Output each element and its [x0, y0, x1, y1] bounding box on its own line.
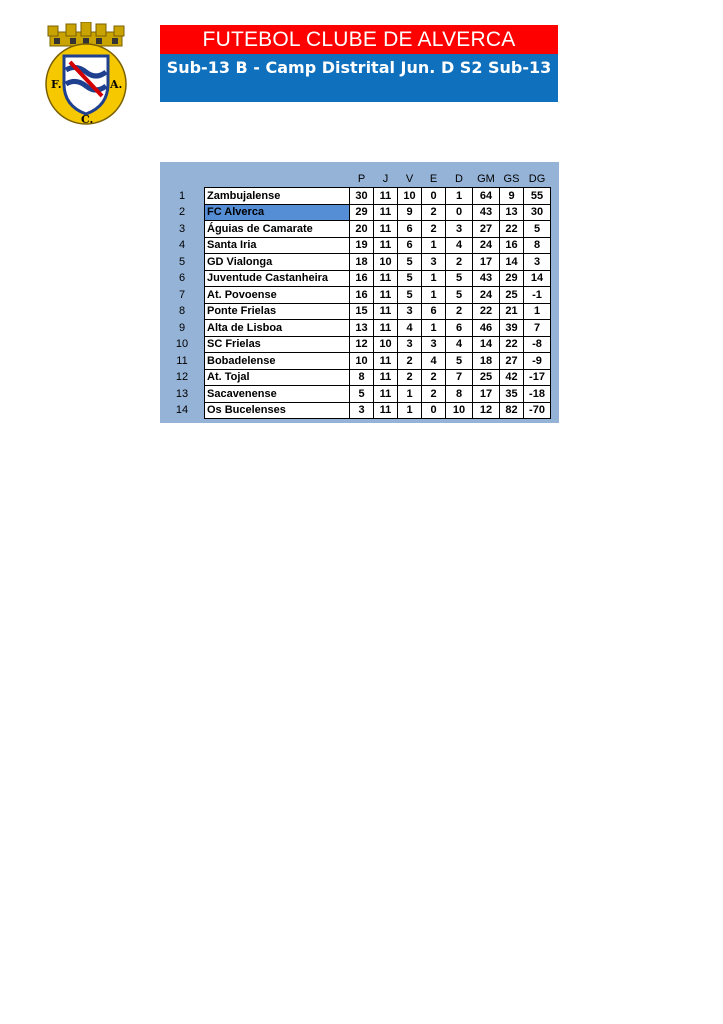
table-row: [160, 221, 551, 238]
stat-cell-gs: 39: [500, 320, 524, 337]
column-header-gs: GS: [503, 172, 520, 185]
stat-cell-e: 2: [422, 386, 446, 403]
position-cell: 6: [178, 272, 186, 285]
table-row: [160, 353, 551, 370]
position-cell: 12: [175, 371, 189, 384]
team-name-cell: Juventude Castanheira: [205, 270, 350, 287]
table-row: [160, 320, 551, 337]
stat-cell-v: 2: [398, 369, 422, 386]
position-header: [160, 170, 205, 188]
team-name-cell: Bobadelense: [205, 353, 350, 370]
stat-cell-p: 16: [350, 287, 374, 304]
stat-cell-j: 11: [374, 369, 398, 386]
stat-cell-v: 3: [398, 303, 422, 320]
stat-cell-p: 12: [350, 336, 374, 353]
stat-cell-gm: 43: [473, 204, 500, 221]
column-header-dg: DG: [528, 172, 546, 185]
team-name-cell: FC Alverca: [205, 204, 350, 221]
team-name-cell: At. Tojal: [205, 369, 350, 386]
stat-cell-j: 11: [374, 353, 398, 370]
position-cell: 10: [175, 338, 189, 351]
stat-cell-p: 29: [350, 204, 374, 221]
team-name-cell: Sacavenense: [205, 386, 350, 403]
table-row: [160, 402, 551, 419]
stat-cell-p: 15: [350, 303, 374, 320]
stat-cell-p: 8: [350, 369, 374, 386]
stat-cell-j: 10: [374, 336, 398, 353]
table-header-row: [160, 170, 551, 188]
stat-cell-dg: -8: [524, 336, 551, 353]
stat-cell-d: 10: [446, 402, 473, 419]
stat-cell-j: 10: [374, 254, 398, 271]
svg-text:C.: C.: [81, 113, 94, 126]
team-name-cell: Santa Iria: [205, 237, 350, 254]
stat-cell-dg: 3: [524, 254, 551, 271]
column-header-j: J: [382, 172, 389, 185]
stat-cell-v: 9: [398, 204, 422, 221]
team-name-cell: SC Frielas: [205, 336, 350, 353]
stat-cell-e: 6: [422, 303, 446, 320]
position-cell: 9: [178, 321, 186, 334]
stat-cell-d: 6: [446, 320, 473, 337]
stat-cell-dg: 7: [524, 320, 551, 337]
stat-cell-gs: 13: [500, 204, 524, 221]
team-name-cell: Ponte Frielas: [205, 303, 350, 320]
stat-cell-j: 11: [374, 270, 398, 287]
table-row: [160, 386, 551, 403]
column-header-v: V: [405, 172, 414, 185]
team-header: [205, 170, 350, 188]
stat-cell-e: 4: [422, 353, 446, 370]
stat-cell-v: 5: [398, 254, 422, 271]
stat-cell-dg: 1: [524, 303, 551, 320]
position-cell: 14: [175, 404, 189, 417]
stat-cell-gm: 18: [473, 353, 500, 370]
stat-cell-gs: 16: [500, 237, 524, 254]
table-row: [160, 204, 551, 221]
stat-cell-e: 1: [422, 287, 446, 304]
stat-cell-gs: 22: [500, 336, 524, 353]
stat-cell-e: 1: [422, 270, 446, 287]
stat-cell-gs: 29: [500, 270, 524, 287]
stat-cell-j: 11: [374, 221, 398, 238]
stat-cell-v: 2: [398, 353, 422, 370]
stat-cell-v: 5: [398, 287, 422, 304]
position-cell: 7: [178, 288, 186, 301]
stat-cell-gm: 12: [473, 402, 500, 419]
stat-cell-gs: 22: [500, 221, 524, 238]
stat-cell-j: 11: [374, 237, 398, 254]
position-cell: 1: [178, 189, 186, 202]
stat-cell-gs: 35: [500, 386, 524, 403]
stat-cell-e: 3: [422, 336, 446, 353]
stat-cell-gm: 27: [473, 221, 500, 238]
team-name-cell: At. Povoense: [205, 287, 350, 304]
stat-cell-j: 11: [374, 188, 398, 205]
competition-title: Sub-13 B - Camp Distrital Jun. D S2 Sub-13: [160, 54, 558, 102]
stat-cell-d: 4: [446, 336, 473, 353]
stat-cell-e: 2: [422, 204, 446, 221]
team-name-cell: Os Bucelenses: [205, 402, 350, 419]
stat-cell-p: 3: [350, 402, 374, 419]
stat-cell-p: 20: [350, 221, 374, 238]
stat-cell-gm: 64: [473, 188, 500, 205]
stat-cell-gs: 9: [500, 188, 524, 205]
stat-cell-p: 5: [350, 386, 374, 403]
position-cell: 4: [178, 239, 186, 252]
stat-cell-dg: 14: [524, 270, 551, 287]
stat-cell-d: 7: [446, 369, 473, 386]
stat-cell-p: 18: [350, 254, 374, 271]
stat-cell-gs: 25: [500, 287, 524, 304]
stat-cell-dg: 5: [524, 221, 551, 238]
stat-cell-d: 3: [446, 221, 473, 238]
standings-table-panel: [160, 162, 559, 423]
stat-cell-gm: 22: [473, 303, 500, 320]
position-cell: 8: [178, 305, 186, 318]
stat-cell-dg: -9: [524, 353, 551, 370]
stat-cell-d: 2: [446, 254, 473, 271]
stat-cell-e: 1: [422, 320, 446, 337]
stat-cell-j: 11: [374, 204, 398, 221]
stat-cell-dg: -17: [524, 369, 551, 386]
column-header-d: D: [455, 172, 463, 185]
column-header-p: P: [357, 172, 366, 185]
stat-cell-dg: 8: [524, 237, 551, 254]
stat-cell-p: 30: [350, 188, 374, 205]
stat-cell-d: 8: [446, 386, 473, 403]
stat-cell-j: 11: [374, 402, 398, 419]
stat-cell-v: 4: [398, 320, 422, 337]
stat-cell-dg: -70: [524, 402, 551, 419]
stat-cell-d: 5: [446, 353, 473, 370]
stat-cell-gm: 17: [473, 386, 500, 403]
column-header-gm: GM: [477, 172, 495, 185]
position-cell: 5: [178, 255, 186, 268]
stat-cell-v: 6: [398, 221, 422, 238]
team-name-cell: Alta de Lisboa: [205, 320, 350, 337]
stat-cell-e: 0: [422, 402, 446, 419]
stat-cell-v: 3: [398, 336, 422, 353]
table-row: [160, 188, 551, 205]
stat-cell-j: 11: [374, 386, 398, 403]
stat-cell-d: 5: [446, 270, 473, 287]
table-row: [160, 287, 551, 304]
stat-cell-d: 1: [446, 188, 473, 205]
position-cell: 2: [178, 206, 186, 219]
stat-cell-j: 11: [374, 320, 398, 337]
stat-cell-j: 11: [374, 287, 398, 304]
stat-cell-j: 11: [374, 303, 398, 320]
club-crest-icon: [40, 22, 132, 126]
stat-cell-d: 5: [446, 287, 473, 304]
stat-cell-p: 10: [350, 353, 374, 370]
stat-cell-gm: 24: [473, 237, 500, 254]
stat-cell-gm: 14: [473, 336, 500, 353]
stat-cell-e: 2: [422, 221, 446, 238]
crown-icon: [48, 22, 124, 46]
stat-cell-v: 5: [398, 270, 422, 287]
stat-cell-gm: 43: [473, 270, 500, 287]
stat-cell-gs: 82: [500, 402, 524, 419]
stat-cell-d: 4: [446, 237, 473, 254]
stat-cell-gs: 27: [500, 353, 524, 370]
stat-cell-gm: 24: [473, 287, 500, 304]
club-title: FUTEBOL CLUBE DE ALVERCA: [160, 25, 558, 54]
stat-cell-dg: -1: [524, 287, 551, 304]
svg-text:F.: F.: [51, 78, 62, 91]
position-cell: 13: [175, 387, 189, 400]
stat-cell-d: 0: [446, 204, 473, 221]
table-row: [160, 254, 551, 271]
table-row: [160, 303, 551, 320]
stat-cell-gs: 21: [500, 303, 524, 320]
stat-cell-e: 0: [422, 188, 446, 205]
stat-cell-gs: 42: [500, 369, 524, 386]
stat-cell-p: 13: [350, 320, 374, 337]
position-cell: 11: [176, 354, 188, 367]
stat-cell-v: 10: [398, 188, 422, 205]
team-name-cell: Zambujalense: [205, 188, 350, 205]
stat-cell-e: 3: [422, 254, 446, 271]
table-row: [160, 336, 551, 353]
table-row: [160, 270, 551, 287]
stat-cell-dg: 55: [524, 188, 551, 205]
stat-cell-dg: -18: [524, 386, 551, 403]
position-cell: 3: [178, 222, 186, 235]
standings-table: [160, 170, 551, 419]
stat-cell-p: 16: [350, 270, 374, 287]
stat-cell-p: 19: [350, 237, 374, 254]
stat-cell-gm: 25: [473, 369, 500, 386]
team-name-cell: GD Vialonga: [205, 254, 350, 271]
svg-text:A.: A.: [110, 78, 123, 91]
stat-cell-e: 2: [422, 369, 446, 386]
stat-cell-gm: 46: [473, 320, 500, 337]
stat-cell-dg: 30: [524, 204, 551, 221]
team-name-cell: Águias de Camarate: [205, 221, 350, 238]
stat-cell-v: 6: [398, 237, 422, 254]
stat-cell-e: 1: [422, 237, 446, 254]
stat-cell-d: 2: [446, 303, 473, 320]
stat-cell-gm: 17: [473, 254, 500, 271]
table-row: [160, 369, 551, 386]
column-header-e: E: [429, 172, 438, 185]
stat-cell-v: 1: [398, 402, 422, 419]
stat-cell-gs: 14: [500, 254, 524, 271]
stat-cell-v: 1: [398, 386, 422, 403]
table-row: [160, 237, 551, 254]
